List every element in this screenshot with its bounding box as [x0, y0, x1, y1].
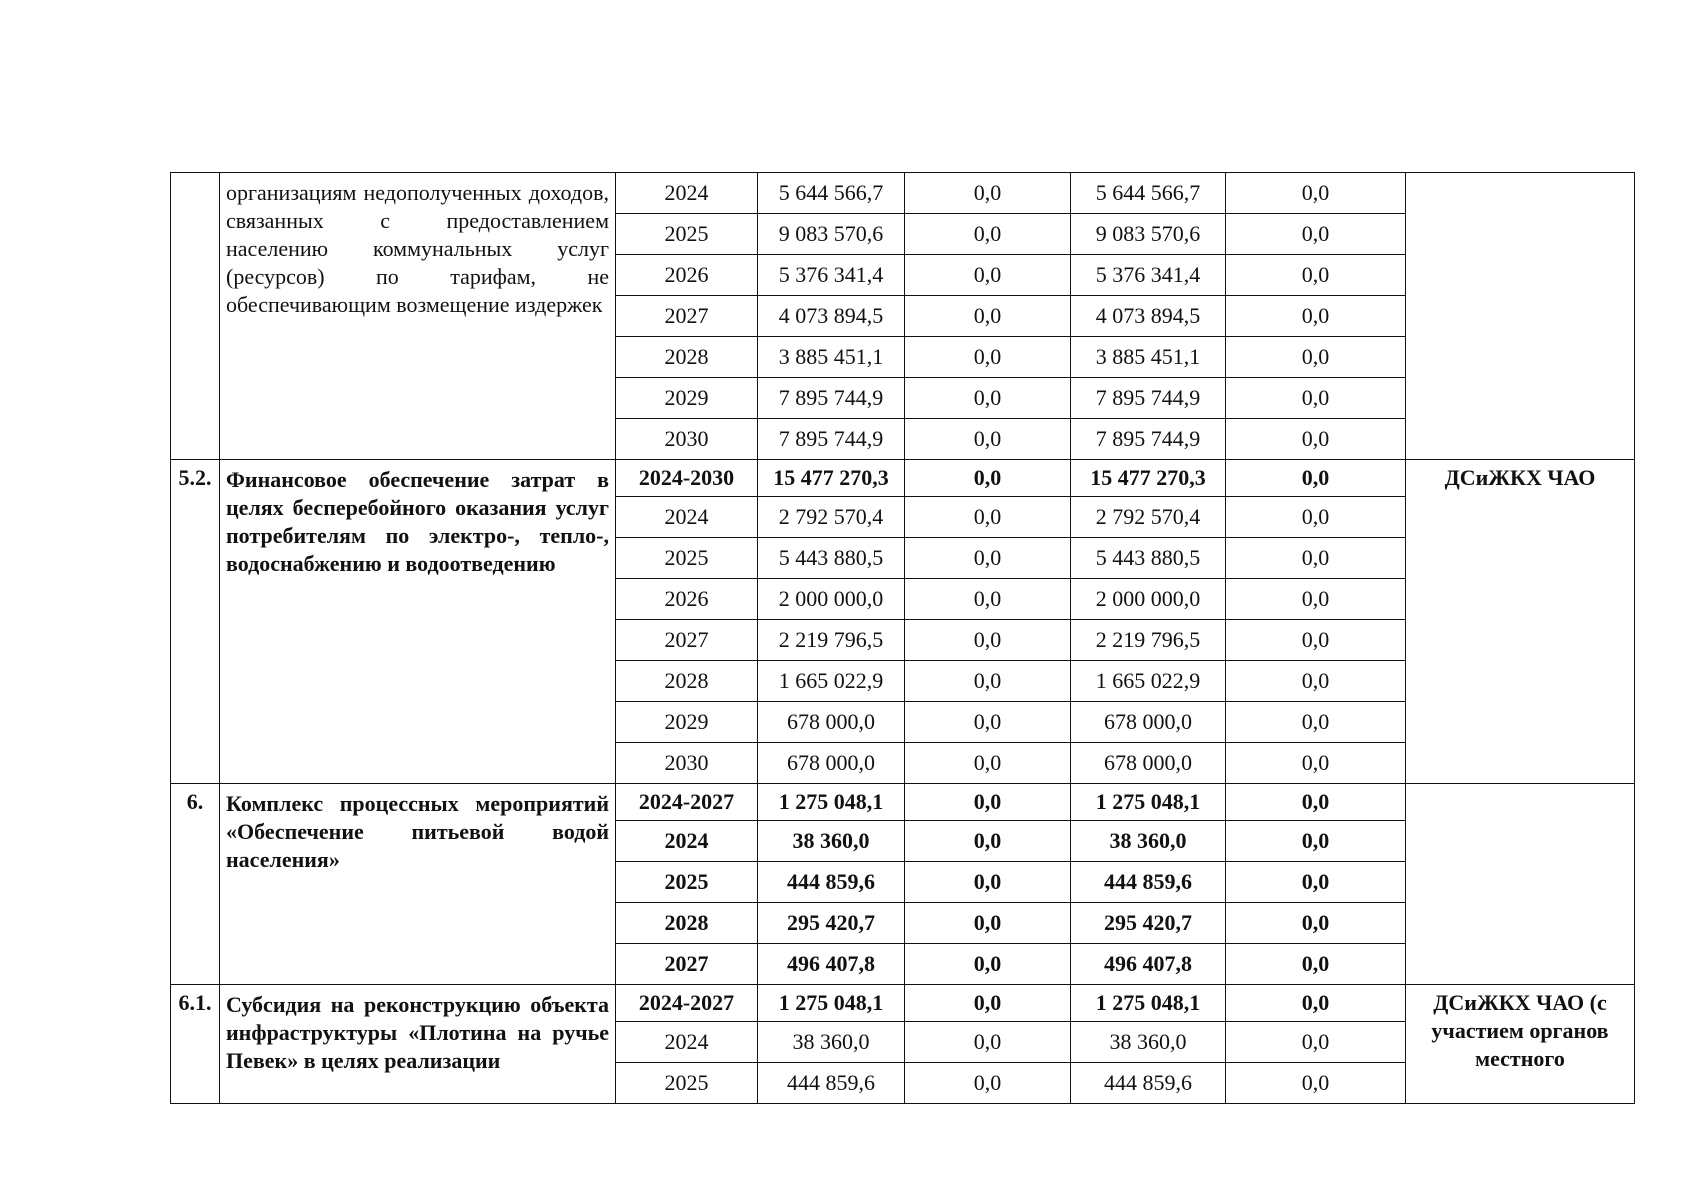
total-cell: 7 895 744,9 — [758, 378, 905, 419]
responsible-executor — [1406, 173, 1635, 460]
regional-budget-cell: 5 376 341,4 — [1071, 255, 1226, 296]
federal-budget-cell: 0,0 — [905, 419, 1071, 460]
federal-budget-cell: 0,0 — [905, 460, 1071, 497]
other-sources-cell: 0,0 — [1226, 661, 1406, 702]
period-cell: 2024 — [616, 1022, 758, 1063]
total-cell: 5 443 880,5 — [758, 538, 905, 579]
period-cell: 2028 — [616, 903, 758, 944]
other-sources-cell: 0,0 — [1226, 944, 1406, 985]
other-sources-cell: 0,0 — [1226, 460, 1406, 497]
total-cell: 1 275 048,1 — [758, 985, 905, 1022]
total-cell: 3 885 451,1 — [758, 337, 905, 378]
regional-budget-cell: 678 000,0 — [1071, 702, 1226, 743]
regional-budget-cell: 678 000,0 — [1071, 743, 1226, 784]
other-sources-cell: 0,0 — [1226, 579, 1406, 620]
responsible-executor: ДСиЖКХ ЧАО (с участием органов местного — [1406, 985, 1635, 1104]
total-cell: 2 219 796,5 — [758, 620, 905, 661]
total-cell: 1 275 048,1 — [758, 784, 905, 821]
item-number: 6.1. — [171, 985, 220, 1104]
other-sources-cell: 0,0 — [1226, 173, 1406, 214]
total-cell: 5 376 341,4 — [758, 255, 905, 296]
regional-budget-cell: 1 275 048,1 — [1071, 784, 1226, 821]
period-cell: 2027 — [616, 620, 758, 661]
period-cell: 2027 — [616, 296, 758, 337]
period-cell: 2026 — [616, 579, 758, 620]
period-cell: 2025 — [616, 214, 758, 255]
other-sources-cell: 0,0 — [1226, 419, 1406, 460]
item-name: организациям недополученных доходов, связанных с предоставлением населению коммунальных услуг (ресурсов) по тарифам, не обеспечивающим возмещение издержек — [220, 173, 616, 460]
period-cell: 2025 — [616, 862, 758, 903]
regional-budget-cell: 9 083 570,6 — [1071, 214, 1226, 255]
table-row — [171, 784, 1635, 821]
total-cell: 295 420,7 — [758, 903, 905, 944]
federal-budget-cell: 0,0 — [905, 579, 1071, 620]
table-row — [171, 460, 1635, 497]
total-cell: 9 083 570,6 — [758, 214, 905, 255]
period-cell: 2026 — [616, 255, 758, 296]
federal-budget-cell: 0,0 — [905, 903, 1071, 944]
federal-budget-cell: 0,0 — [905, 173, 1071, 214]
federal-budget-cell: 0,0 — [905, 784, 1071, 821]
period-cell: 2025 — [616, 1063, 758, 1104]
federal-budget-cell: 0,0 — [905, 944, 1071, 985]
federal-budget-cell: 0,0 — [905, 862, 1071, 903]
other-sources-cell: 0,0 — [1226, 862, 1406, 903]
other-sources-cell: 0,0 — [1226, 821, 1406, 862]
total-cell: 38 360,0 — [758, 1022, 905, 1063]
federal-budget-cell: 0,0 — [905, 538, 1071, 579]
responsible-executor — [1406, 784, 1635, 985]
federal-budget-cell: 0,0 — [905, 985, 1071, 1022]
period-cell: 2028 — [616, 661, 758, 702]
regional-budget-cell: 1 665 022,9 — [1071, 661, 1226, 702]
other-sources-cell: 0,0 — [1226, 702, 1406, 743]
regional-budget-cell: 1 275 048,1 — [1071, 985, 1226, 1022]
total-cell: 38 360,0 — [758, 821, 905, 862]
total-cell: 2 792 570,4 — [758, 497, 905, 538]
other-sources-cell: 0,0 — [1226, 903, 1406, 944]
period-cell: 2029 — [616, 702, 758, 743]
other-sources-cell: 0,0 — [1226, 1022, 1406, 1063]
responsible-executor: ДСиЖКХ ЧАО — [1406, 460, 1635, 784]
total-cell: 15 477 270,3 — [758, 460, 905, 497]
regional-budget-cell: 15 477 270,3 — [1071, 460, 1226, 497]
item-number: 6. — [171, 784, 220, 985]
federal-budget-cell: 0,0 — [905, 702, 1071, 743]
regional-budget-cell: 295 420,7 — [1071, 903, 1226, 944]
item-name: Комплекс процессных мероприятий «Обеспечение питьевой водой населения» — [220, 784, 616, 985]
total-cell: 496 407,8 — [758, 944, 905, 985]
other-sources-cell: 0,0 — [1226, 985, 1406, 1022]
total-cell: 444 859,6 — [758, 1063, 905, 1104]
other-sources-cell: 0,0 — [1226, 538, 1406, 579]
item-number — [171, 173, 220, 460]
total-cell: 4 073 894,5 — [758, 296, 905, 337]
period-cell: 2024-2030 — [616, 460, 758, 497]
table-row — [171, 985, 1635, 1022]
regional-budget-cell: 5 644 566,7 — [1071, 173, 1226, 214]
regional-budget-cell: 3 885 451,1 — [1071, 337, 1226, 378]
other-sources-cell: 0,0 — [1226, 784, 1406, 821]
other-sources-cell: 0,0 — [1226, 743, 1406, 784]
regional-budget-cell: 444 859,6 — [1071, 862, 1226, 903]
period-cell: 2025 — [616, 538, 758, 579]
other-sources-cell: 0,0 — [1226, 497, 1406, 538]
federal-budget-cell: 0,0 — [905, 378, 1071, 419]
other-sources-cell: 0,0 — [1226, 214, 1406, 255]
regional-budget-cell: 496 407,8 — [1071, 944, 1226, 985]
federal-budget-cell: 0,0 — [905, 743, 1071, 784]
other-sources-cell: 0,0 — [1226, 255, 1406, 296]
total-cell: 1 665 022,9 — [758, 661, 905, 702]
period-cell: 2030 — [616, 419, 758, 460]
other-sources-cell: 0,0 — [1226, 337, 1406, 378]
other-sources-cell: 0,0 — [1226, 296, 1406, 337]
period-cell: 2027 — [616, 944, 758, 985]
table-row — [171, 173, 1635, 214]
regional-budget-cell: 38 360,0 — [1071, 1022, 1226, 1063]
regional-budget-cell: 2 000 000,0 — [1071, 579, 1226, 620]
period-cell: 2030 — [616, 743, 758, 784]
total-cell: 678 000,0 — [758, 743, 905, 784]
regional-budget-cell: 7 895 744,9 — [1071, 378, 1226, 419]
federal-budget-cell: 0,0 — [905, 214, 1071, 255]
regional-budget-cell: 38 360,0 — [1071, 821, 1226, 862]
total-cell: 5 644 566,7 — [758, 173, 905, 214]
period-cell: 2024 — [616, 821, 758, 862]
financing-table — [170, 172, 1635, 1104]
regional-budget-cell: 2 792 570,4 — [1071, 497, 1226, 538]
total-cell: 7 895 744,9 — [758, 419, 905, 460]
regional-budget-cell: 444 859,6 — [1071, 1063, 1226, 1104]
federal-budget-cell: 0,0 — [905, 661, 1071, 702]
period-cell: 2024-2027 — [616, 985, 758, 1022]
federal-budget-cell: 0,0 — [905, 1022, 1071, 1063]
period-cell: 2029 — [616, 378, 758, 419]
total-cell: 678 000,0 — [758, 702, 905, 743]
federal-budget-cell: 0,0 — [905, 821, 1071, 862]
federal-budget-cell: 0,0 — [905, 1063, 1071, 1104]
period-cell: 2024-2027 — [616, 784, 758, 821]
regional-budget-cell: 4 073 894,5 — [1071, 296, 1226, 337]
other-sources-cell: 0,0 — [1226, 378, 1406, 419]
other-sources-cell: 0,0 — [1226, 620, 1406, 661]
item-name: Субсидия на реконструкцию объекта инфраструктуры «Плотина на ручье Певек» в целях реализации — [220, 985, 616, 1104]
period-cell: 2024 — [616, 173, 758, 214]
regional-budget-cell: 7 895 744,9 — [1071, 419, 1226, 460]
item-name: Финансовое обеспечение затрат в целях бесперебойного оказания услуг потребителям по электро-, тепло-, водоснабжению и водоотведению — [220, 460, 616, 784]
item-number: 5.2. — [171, 460, 220, 784]
federal-budget-cell: 0,0 — [905, 497, 1071, 538]
federal-budget-cell: 0,0 — [905, 255, 1071, 296]
federal-budget-cell: 0,0 — [905, 620, 1071, 661]
regional-budget-cell: 5 443 880,5 — [1071, 538, 1226, 579]
federal-budget-cell: 0,0 — [905, 296, 1071, 337]
period-cell: 2024 — [616, 497, 758, 538]
total-cell: 444 859,6 — [758, 862, 905, 903]
regional-budget-cell: 2 219 796,5 — [1071, 620, 1226, 661]
total-cell: 2 000 000,0 — [758, 579, 905, 620]
period-cell: 2028 — [616, 337, 758, 378]
federal-budget-cell: 0,0 — [905, 337, 1071, 378]
other-sources-cell: 0,0 — [1226, 1063, 1406, 1104]
